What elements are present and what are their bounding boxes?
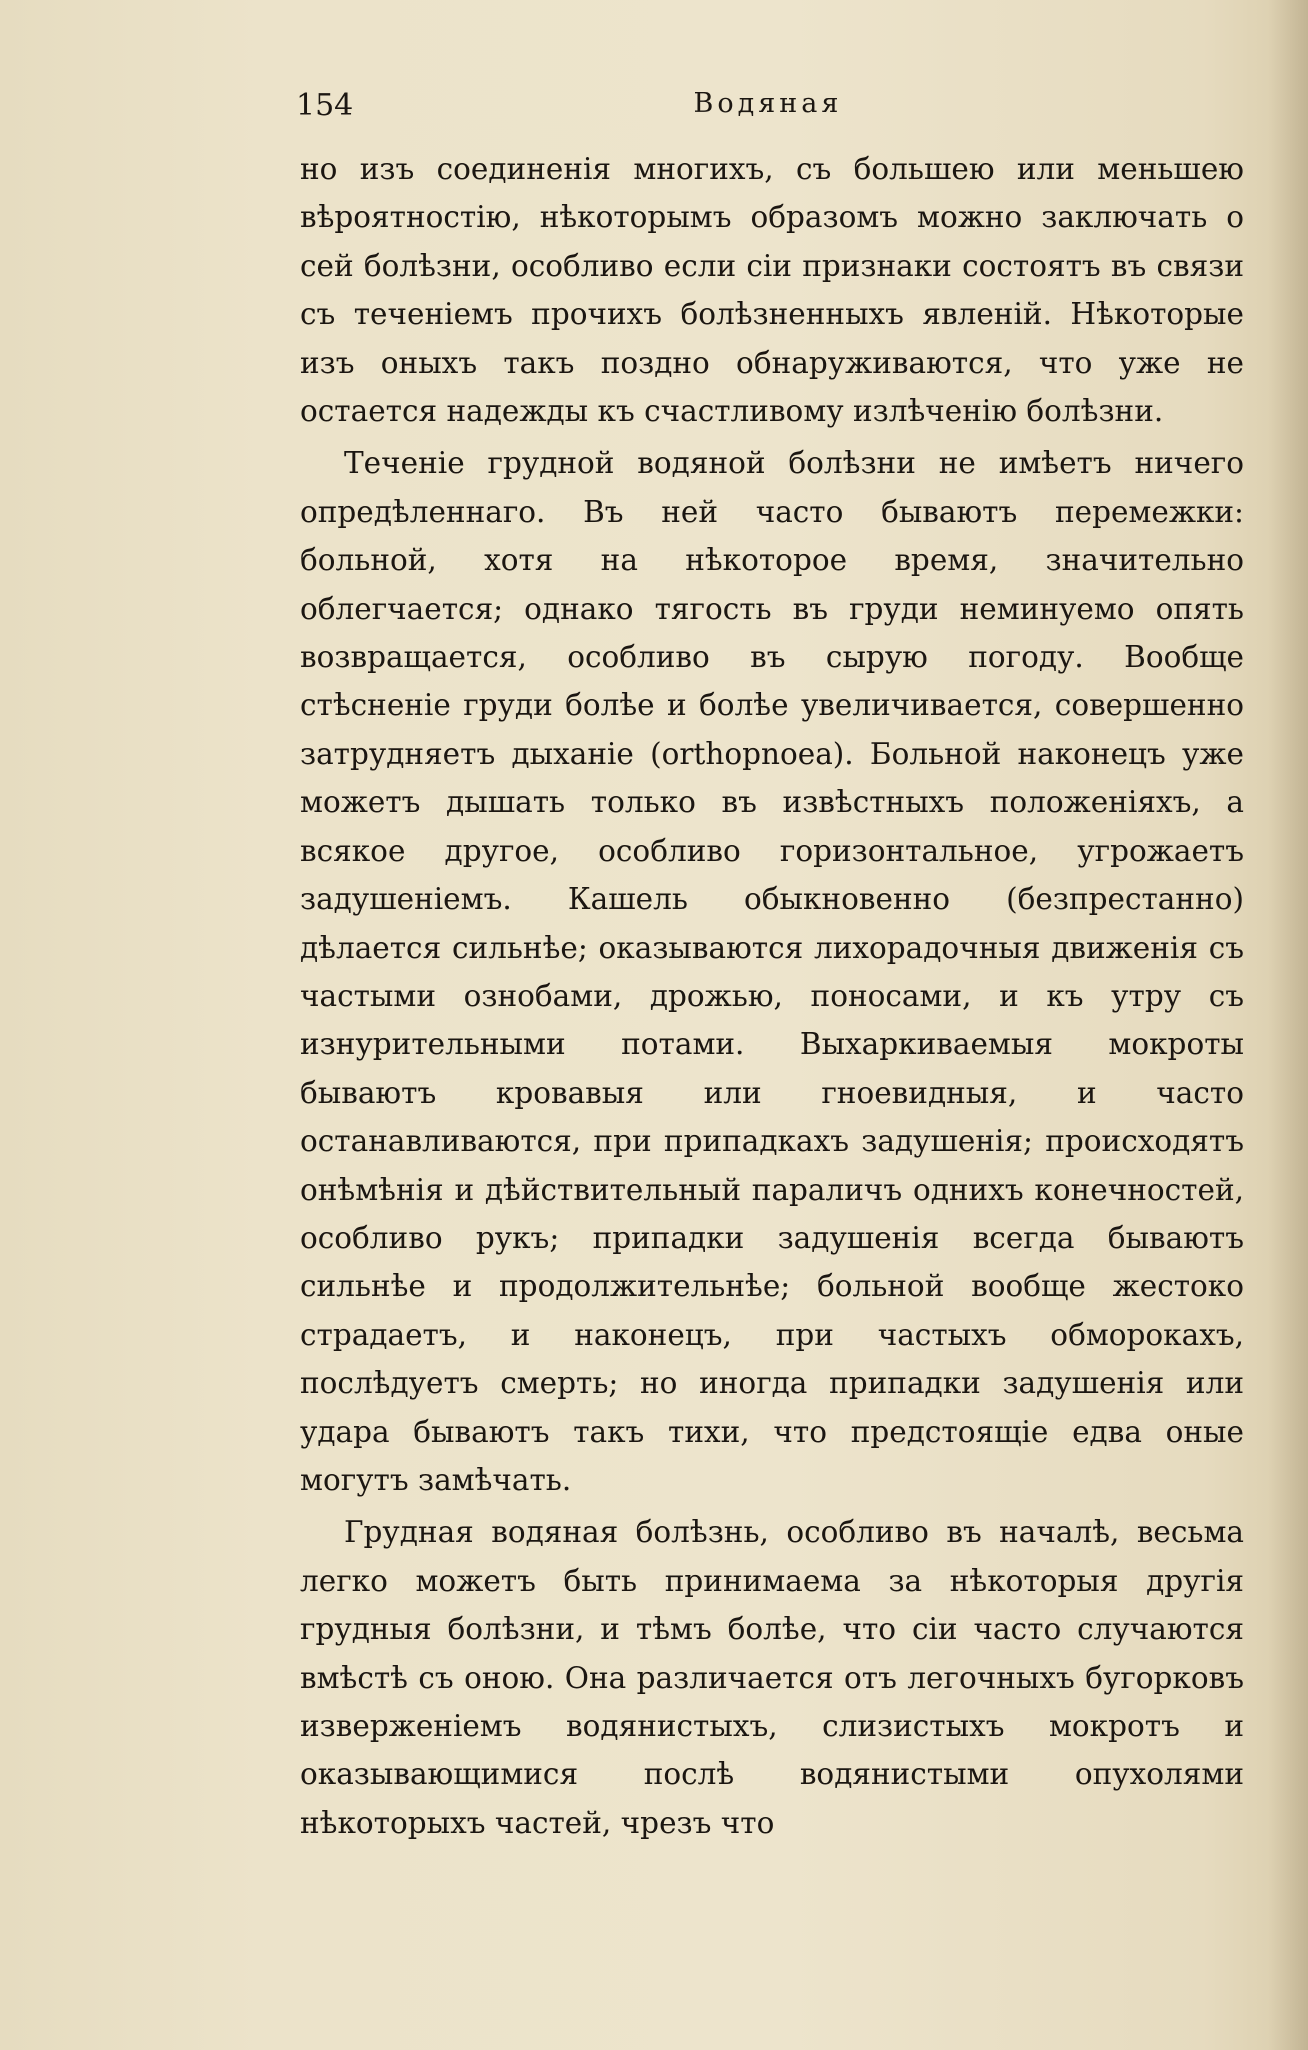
running-head: Водяная [693, 88, 843, 119]
paragraph-3: Грудная водяная болѣзнь, особливо въ началѣ, весьма легко можетъ быть принимаема за нѣкоторыя другія грудныя болѣзни, и тѣмъ болѣе, что сіи часто случаются вмѣстѣ съ оною. Она различается отъ легочныхъ бугорковъ изверженіемъ водянистыхъ, слизистыхъ мокротъ и оказывающимися послѣ водянистыми опухолями нѣкоторыхъ частей, чрезъ что [300, 1515, 1244, 1840]
page-number: 154 [296, 88, 354, 123]
body-text [300, 145, 1244, 1851]
paragraph-1: но изъ соединенія многихъ, съ большею или меньшею вѣроятностію, нѣкоторымъ образомъ можно заключать о сей болѣзни, особливо если сіи признаки состоятъ въ связи съ теченіемъ прочихъ болѣзненныхъ явленій. Нѣкоторые изъ оныхъ такъ поздно обнаруживаются, что уже не остается надежды къ счастливому излѣченію болѣзни. [300, 152, 1244, 429]
paragraph-2: Теченіе грудной водяной болѣзни не имѣетъ ничего опредѣленнаго. Въ ней часто бываютъ перемежки: больной, хотя на нѣкоторое время, значительно облегчается; однако тягость въ груди неминуемо опять возвращается, особливо въ сырую погоду. Вообще стѣсненіе груди болѣе и болѣе увеличивается, совершенно затрудняетъ дыханіе (orthopnoea). Больной наконецъ уже можетъ дышать только въ извѣстныхъ положеніяхъ, а всякое другое, особливо горизонтальное, угрожаетъ задушеніемъ. Кашель обыкновенно (безпрестанно) дѣлается сильнѣе; оказываются лихорадочныя движенія съ частыми ознобами, дрожью, поносами, и къ утру съ изнурительными потами. Выхаркиваемыя мокроты бываютъ кровавыя или гноевидныя, и часто останавливаются, при припадкахъ задушенія; происходятъ онѣмѣнія и дѣйствительный параличъ однихъ конечностей, особливо рукъ; припадки задушенія всегда бываютъ сильнѣе и продолжительнѣе; больной вообще жестоко страдаетъ, и наконецъ, при частыхъ обморокахъ, послѣдуетъ смерть; но иногда припадки задушенія или удара бываютъ такъ тихи, что предстоящіе едва оные могутъ замѣчать. [300, 446, 1244, 1497]
page-header [296, 88, 1240, 128]
page-edge-shadow [1268, 0, 1308, 2050]
